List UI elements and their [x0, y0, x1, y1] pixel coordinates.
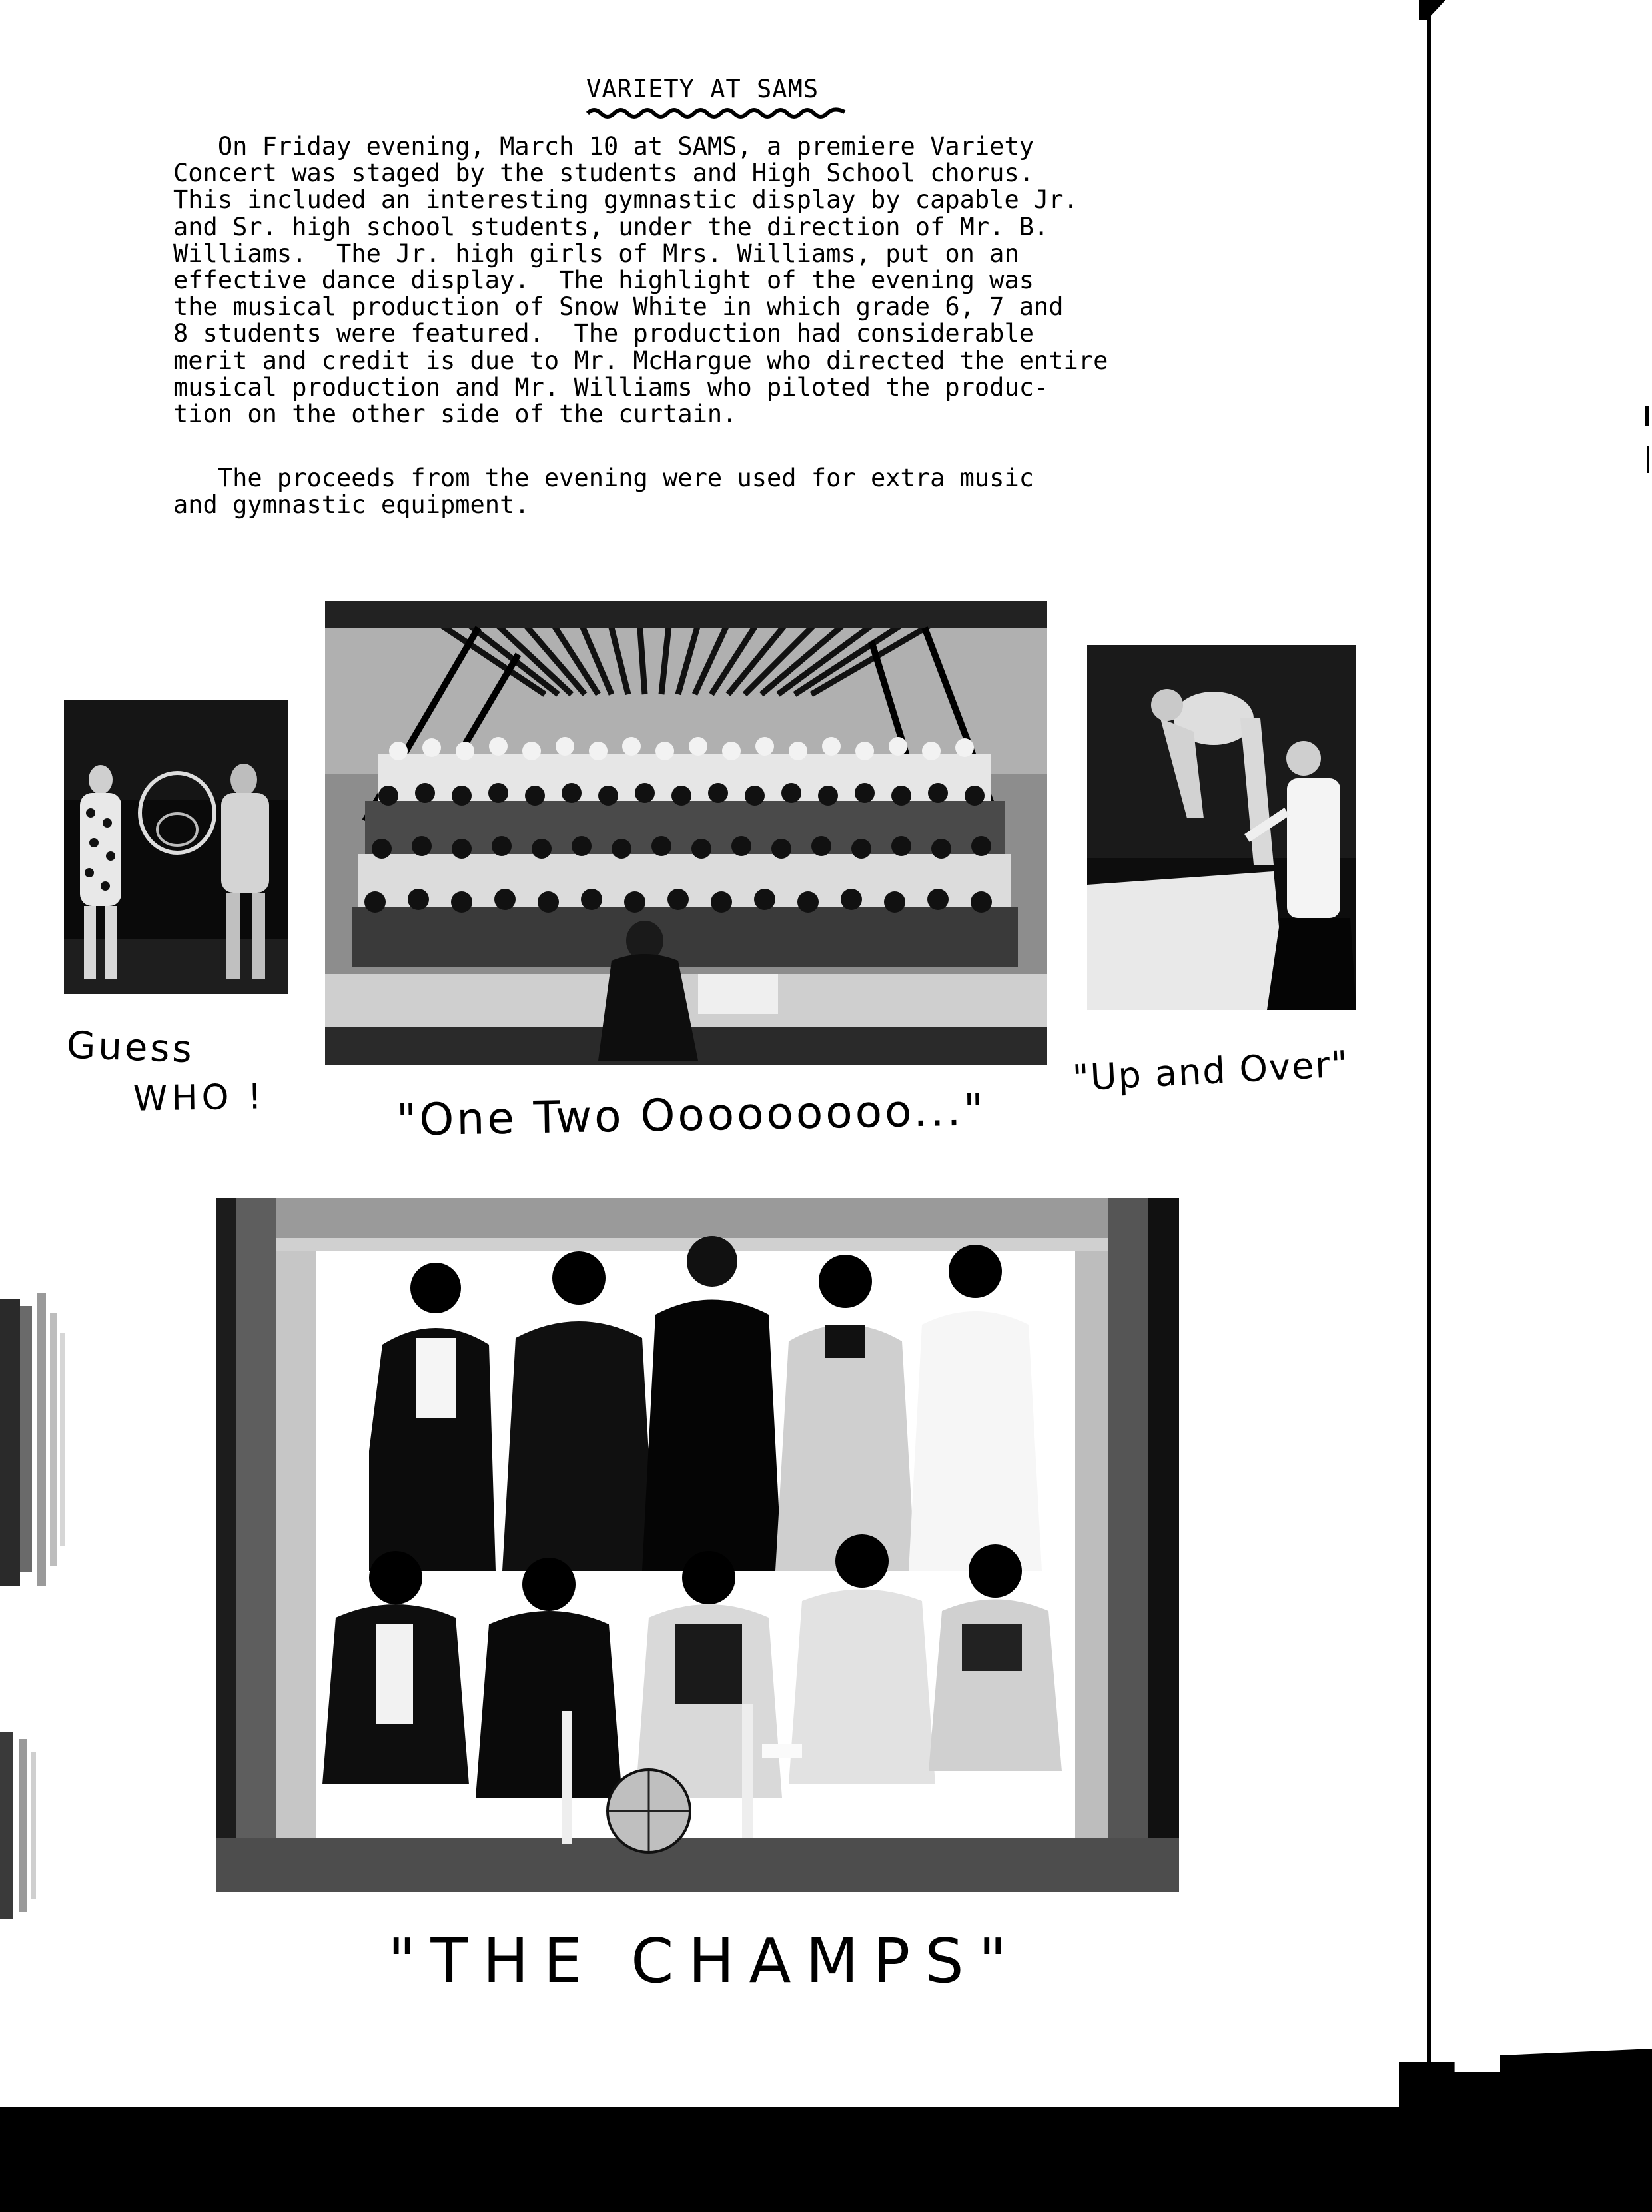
photo-guess-who [64, 700, 288, 994]
caption-chorus: "One Two Ooooooooo..." [396, 1084, 987, 1146]
caption-guess-line2: WHO ! [133, 1077, 266, 1119]
scan-smudge-left-upper [0, 1293, 73, 1586]
scan-corner-mark [1399, 2049, 1652, 2115]
binding-line-cap [1419, 0, 1446, 20]
scan-edge-marks [1639, 400, 1652, 500]
caption-guess-line1: Guess [65, 1023, 195, 1072]
binding-line [1427, 0, 1431, 2112]
scan-bottom-border [0, 2107, 1652, 2212]
title-wavy-underline [586, 105, 846, 119]
caption-the-champs: "THE CHAMPS" [388, 1926, 1021, 1997]
photo-up-and-over [1087, 645, 1356, 1010]
caption-up-and-over: "Up and Over" [1071, 1043, 1350, 1099]
article-title: VARIETY AT SAMS [586, 75, 819, 103]
photo-chorus-stage [325, 601, 1047, 1065]
article-paragraph-2: The proceeds from the evening were used for extra music and gymnastic equipment. [173, 464, 1034, 520]
scan-smudge-left-lower [0, 1732, 40, 1919]
photo-the-champs [216, 1198, 1179, 1892]
article-paragraph-1: On Friday evening, March 10 at SAMS, a premiere Variety Concert was staged by the students and High School chorus. This included an interesting gymnastic display by capable Jr. and Sr. high school students, under the direction of Mr. B. Williams. The Jr. high girls of Mrs. Williams, put on an effective dance display. The highlight of the evening was the musical production of Snow White in which grade 6, 7 and 8 students were featured. The production had considerable merit and credit is due to Mr. McHargue who directed the entire musical production and Mr. Williams who piloted the produc- tion on the other side of the curtain. [173, 132, 1108, 429]
